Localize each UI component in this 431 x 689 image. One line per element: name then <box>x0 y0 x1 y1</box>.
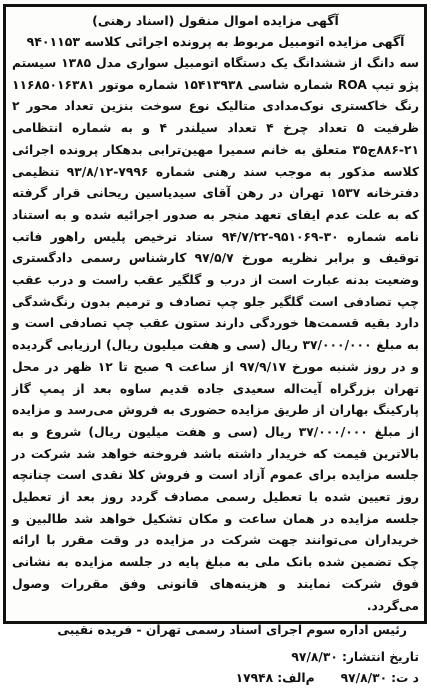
notice-body: سه دانگ از ششدانگ یک دستگاه اتومبیل سواری مدل ۱۳۸۵ سیستم پژو تیپ ROA شماره شاسی ۱۵۴۱۳۹۳۸ شماره موتور ۱۱۶۸۵۰۱۶۳۸۱ رنگ خاکستری نوک‌مدادی متالیک نوع سوخت بنزین تعداد محور ۲ ظرفیت ۵ تعداد چرخ ۴ تعداد سیلندر ۴ و به شماره انتظامی ۲۱-۸۸۶ج۳۵ متعلق به خانم سمیرا مهین‌ترابی بدهکار پرونده اجرائی کلاسه مذکور به موجب سند رهنی شماره ۷۹۹۶-۹۳/۸/۱۲ تنظیمی دفترخانه ۱۵۳۷ تهران در رهن آقای سیدیاسین ریحانی قرار گرفته که به علت عدم ایفای تعهد منجر به صدور اجرائیه شده و به استناد نامه شماره ۳۰-۹۵۱۰۶۹-۹۴/۷/۲۲ ستاد ترخیص پلیس راهور فاتب توقیف و برابر نظریه مورخ ۹۷/۵/۷ کارشناس رسمی دادگستری وضعیت بدنه عبارت است از درب و گلگیر عقب راست و درب عقب چپ تصادفی است گلگیر جلو چپ تصادف و ترمیم بدون رنگ‌شدگی دارد بقیه قسمت‌ها خوردگی دارند ستون عقب چپ تصادفی است و به مبلغ ۳۷/۰۰۰/۰۰۰ ریال (سی و هفت میلیون ریال) ارزیابی گردیده و در روز شنبه مورخ ۹۷/۹/۱۷ از ساعت ۹ صبح تا ۱۲ ظهر در محل تهران بزرگراه آیت‌اله سعیدی جاده قدیم ساوه بعد از پمپ گاز پارکینگ بهاران از طریق مزایده حضوری به فروش می‌رسد و مزایده از مبلغ ۳۷/۰۰۰/۰۰۰ ریال (سی و هفت میلیون ریال) شروع و به بالاترین قیمت که خریدار داشته باشد فروخته خواهد شد شرکت در جلسه مزایده برای عموم آزاد است و فروش کلا نقدی است چنانچه روز تعیین شده با تعطیل رسمی مصادف گردد روز بعد از تعطیل جلسه مزایده در همان ساعت و مکان تشکیل خواهد شد طالبین و خریداران می‌توانند جهت شرکت در مزایده در وقت مقرر با ارائه چک تضمین شده بانک ملی به مبلغ پایه در جلسه مزایده به نشانی فوق شرکت نمایند و هزینه‌های قانونی وفق مقررات وصول می‌گردد. <box>12 56 420 613</box>
notice-title: آگهی مزایده اموال منقول (اسناد رهنی) <box>92 13 339 28</box>
m-number-value: ۱۷۹۴۸ <box>235 671 274 686</box>
d-date-value: ۹۷/۸/۳۰ <box>340 671 388 686</box>
d-date-label: د ت: <box>391 671 419 686</box>
publish-date-row <box>12 647 419 668</box>
publish-date-label: تاریخ انتشار: <box>341 650 419 665</box>
notice-headline: آگهی مزایده اتومبیل مربوط به پرونده اجرائی کلاسه ۹۴۰۱۱۵۳ <box>26 34 405 49</box>
reference-row <box>12 668 419 689</box>
m-number-label: م‌الف: <box>277 671 315 686</box>
notice-footer <box>12 647 419 689</box>
publish-date-value: ۹۷/۸/۳۰ <box>291 650 338 665</box>
notice-content <box>12 12 419 689</box>
notice-signature: رئیس اداره سوم اجرای اسناد رسمی تهران - فریده نقیبی <box>57 623 407 638</box>
